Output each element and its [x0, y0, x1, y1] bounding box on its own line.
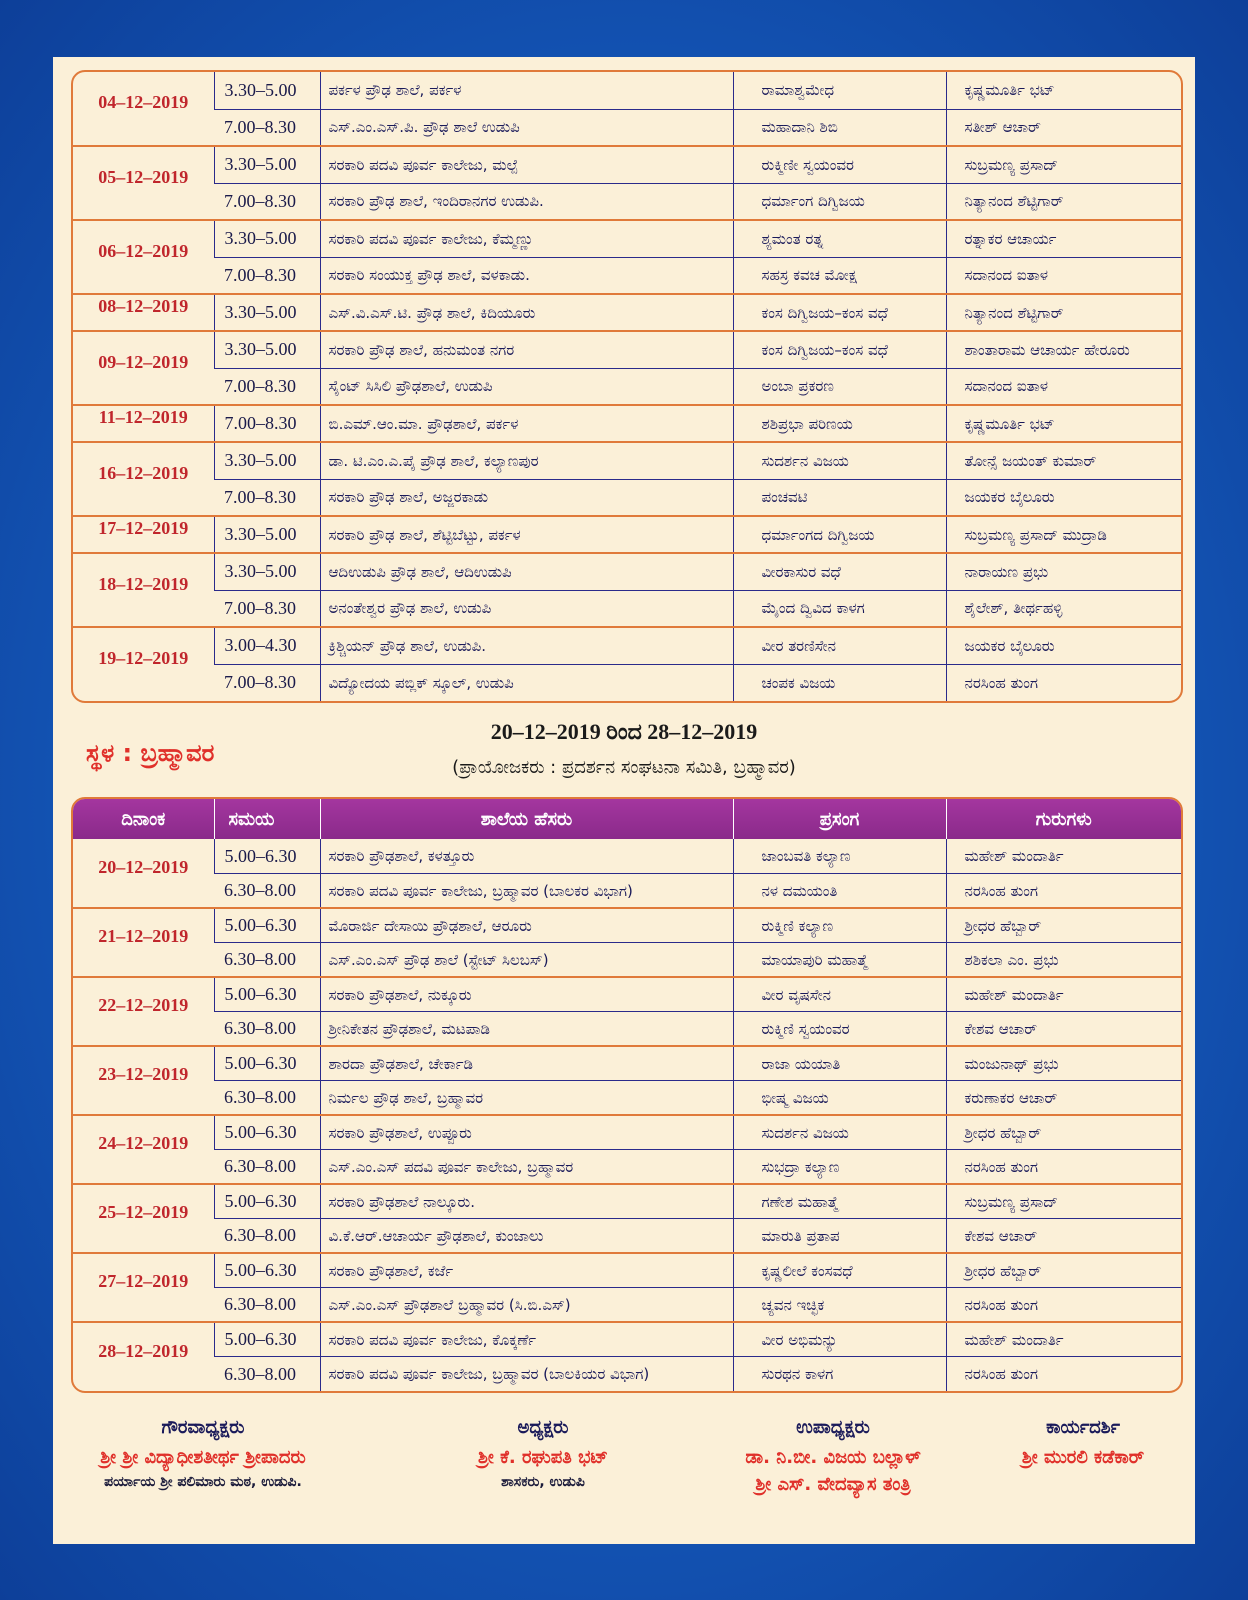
time-cell: 5.00–6.30 [214, 977, 320, 1012]
date-cell [73, 1184, 214, 1253]
school-cell: ಸರಕಾರಿ ಪದವಿ ಪೂರ್ವ ಕಾಲೇಜು, ಬ್ರಹ್ಮಾವರ (ಬಾಲಕರ ವಿಭಾಗ) [320, 874, 733, 909]
date-cell [73, 1046, 214, 1115]
date-text: 25–12–2019 [98, 1202, 189, 1222]
prasanga-cell: ಅಂಬಾ ಪ್ರಕರಣ [733, 368, 946, 405]
footer-sub: ಶಾಸಕರು, ಉಡುಪಿ [501, 1474, 585, 1490]
prasanga-cell: ಭೀಷ್ಮ ವಿಜಯ [733, 1081, 946, 1116]
guru-cell: ನಾರಾಯಣ ಪ್ರಭು [946, 553, 1181, 590]
time-cell: 6.30–8.00 [214, 1012, 320, 1047]
guru-cell: ಸುಬ್ರಮಣ್ಯ ಪ್ರಸಾದ್ ಮುದ್ರಾಡಿ [946, 516, 1181, 553]
guru-cell: ಶ್ರೀಧರ ಹೆಬ್ಬಾರ್ [946, 1253, 1181, 1288]
guru-cell: ನರಸಿಂಹ ತುಂಗ [946, 874, 1181, 909]
date-text: 16–12–2019 [98, 462, 189, 483]
guru-cell: ಜಯಕರ ಬೈಲೂರು [946, 627, 1181, 664]
school-cell: ಎಸ್.ಎಂ.ಎಸ್ ಪದವಿ ಪೂರ್ವ ಕಾಲೇಜು, ಬ್ರಹ್ಮಾವರ [320, 1150, 733, 1185]
date-cell [73, 1253, 214, 1322]
time-cell: 3.30–5.00 [214, 331, 320, 368]
time-cell: 3.30–5.00 [214, 442, 320, 479]
guru-cell: ನರಸಿಂಹ ತುಂಗ [946, 1357, 1181, 1392]
prasanga-cell: ಗಣೇಶ ಮಹಾತ್ಮೆ [733, 1184, 946, 1219]
table-row [73, 1322, 1181, 1357]
guru-cell: ನಿತ್ಯಾನಂದ ಶೆಟ್ಟಿಗಾರ್ [946, 183, 1181, 220]
time-cell: 5.00–6.30 [214, 1115, 320, 1150]
time-cell: 3.30–5.00 [214, 220, 320, 257]
prasanga-cell: ಶ್ಯಮಂತ ರತ್ನ [733, 220, 946, 257]
school-cell: ಸರಕಾರಿ ಪ್ರೌಢಶಾಲೆ, ಕಳತ್ತೂರು [320, 839, 733, 874]
school-cell: ಎಸ್.ವಿ.ಎಸ್.ಟಿ. ಪ್ರೌಢ ಶಾಲೆ, ಕಿದಿಯೂರು [320, 294, 733, 331]
prasanga-cell: ರಾಜಾ ಯಯಾತಿ [733, 1046, 946, 1081]
prasanga-cell: ಮಾಯಾಪುರಿ ಮಹಾತ್ಮೆ [733, 943, 946, 978]
venue-label: ಸ್ಥಳ : ಬ್ರಹ್ಮಾವರ [86, 739, 215, 767]
table-row [73, 664, 1181, 701]
prasanga-cell: ಸುದರ್ಶನ ವಿಜಯ [733, 442, 946, 479]
school-cell: ಶಾರದಾ ಪ್ರೌಢಶಾಲೆ, ಚೇರ್ಕಾಡಿ [320, 1046, 733, 1081]
time-cell: 7.00–8.30 [214, 109, 320, 146]
prasanga-cell: ಸಹಸ್ರ ಕವಚ ಮೋಕ್ಷ [733, 257, 946, 294]
guru-cell: ಮಂಜುನಾಥ್ ಪ್ರಭು [946, 1046, 1181, 1081]
prasanga-cell: ವೀರ ವೃಷಸೇನ [733, 977, 946, 1012]
table-row [73, 1357, 1181, 1392]
table-row [73, 1046, 1181, 1081]
date-cell [73, 405, 214, 442]
time-cell: 5.00–6.30 [214, 1184, 320, 1219]
date-text: 18–12–2019 [98, 573, 189, 594]
time-cell: 7.00–8.30 [214, 479, 320, 516]
prasanga-cell: ನಳ ದಮಯಂತಿ [733, 874, 946, 909]
date-cell [73, 516, 214, 553]
table-row [73, 368, 1181, 405]
prasanga-cell: ರುಕ್ಮಿಣಿ ಸ್ವಯಂವರ [733, 1012, 946, 1047]
date-text: 06–12–2019 [98, 240, 189, 261]
footer-secretary [983, 1417, 1183, 1468]
table-row [73, 1253, 1181, 1288]
header-school: ಶಾಲೆಯ ಹೆಸರು [320, 799, 733, 839]
footer-president [413, 1417, 673, 1490]
school-cell: ಸರಕಾರಿ ಪ್ರೌಢಶಾಲೆ, ಕರ್ಜೆ [320, 1253, 733, 1288]
table-row [73, 294, 1181, 331]
prasanga-cell: ರುಕ್ಮಿಣೀ ಸ್ವಯಂವರ [733, 146, 946, 183]
date-cell [73, 627, 214, 701]
guru-cell: ಕೃಷ್ಣಮೂರ್ತಿ ಭಟ್ [946, 405, 1181, 442]
table-row [73, 943, 1181, 978]
guru-cell: ಮಹೇಶ್ ಮಂದಾರ್ತಿ [946, 839, 1181, 874]
school-cell: ಸರಕಾರಿ ಪ್ರೌಢಶಾಲೆ, ಉಪ್ಪೂರು [320, 1115, 733, 1150]
prasanga-cell: ಕೃಷ್ಣಲೀಲೆ ಕಂಸವಧೆ [733, 1253, 946, 1288]
date-text: 04–12–2019 [98, 92, 189, 112]
prasanga-cell: ಮಹಾದಾನಿ ಶಿಬಿ [733, 109, 946, 146]
time-cell: 7.00–8.30 [214, 405, 320, 442]
date-text: 11–12–2019 [98, 407, 188, 427]
guru-cell: ಮಹೇಶ್ ಮಂದಾರ್ತಿ [946, 977, 1181, 1012]
date-cell [73, 146, 214, 220]
school-cell: ಆದಿಉಡುಪಿ ಪ್ರೌಢ ಶಾಲೆ, ಆದಿಉಡುಪಿ [320, 553, 733, 590]
school-cell: ಡಾ. ಟಿ.ಎಂ.ಎ.ಪೈ ಪ್ರೌಢ ಶಾಲೆ, ಕಲ್ಯಾಣಪುರ [320, 442, 733, 479]
prasanga-cell: ಮೈಂದ ದ್ವಿವಿದ ಕಾಳಗ [733, 590, 946, 627]
date-cell [73, 908, 214, 977]
school-cell: ಎಸ್.ಎಂ.ಎಸ್ ಪ್ರೌಢಶಾಲೆ ಬ್ರಹ್ಮಾವರ (ಸಿ.ಬಿ.ಎಸ್) [320, 1288, 733, 1323]
footer-name: ಶ್ರೀ ಮುರಲಿ ಕಡೆಕಾರ್ [1021, 1447, 1145, 1468]
time-cell: 6.30–8.00 [214, 1081, 320, 1116]
school-cell: ಕ್ರಿಶ್ಚಿಯನ್ ಪ್ರೌಢ ಶಾಲೆ, ಉಡುಪಿ. [320, 627, 733, 664]
date-cell [73, 839, 214, 908]
prasanga-cell: ಕಂಸ ದಿಗ್ವಿಜಯ–ಕಂಸ ವಧೆ [733, 331, 946, 368]
time-cell: 3.30–5.00 [214, 146, 320, 183]
header-prasanga: ಪ್ರಸಂಗ [733, 799, 946, 839]
guru-cell: ಜಯಕರ ಬೈಲೂರು [946, 479, 1181, 516]
guru-cell: ಶ್ರೀಧರ ಹೆಬ್ಬಾರ್ [946, 908, 1181, 943]
prasanga-cell: ಸುಭದ್ರಾ ಕಲ್ಯಾಣ [733, 1150, 946, 1185]
table-row [73, 1288, 1181, 1323]
guru-cell: ಕೃಷ್ಣಮೂರ್ತಿ ಭಟ್ [946, 72, 1181, 109]
school-cell: ಸರಕಾರಿ ಪದವಿ ಪೂರ್ವ ಕಾಲೇಜು, ಕೆಮ್ಮಣ್ಣು [320, 220, 733, 257]
school-cell: ಸರಕಾರಿ ಪದವಿ ಪೂರ್ವ ಕಾಲೇಜು, ಮಲ್ಪೆ [320, 146, 733, 183]
guru-cell: ನಿತ್ಯಾನಂದ ಶೆಟ್ಟಿಗಾರ್ [946, 294, 1181, 331]
time-cell: 5.00–6.30 [214, 1322, 320, 1357]
guru-cell: ನರಸಿಂಹ ತುಂಗ [946, 1150, 1181, 1185]
table-row [73, 183, 1181, 220]
guru-cell: ಶಾಂತಾರಾಮ ಆಚಾರ್ಯ ಹೇರೂರು [946, 331, 1181, 368]
time-cell: 5.00–6.30 [214, 839, 320, 874]
date-cell [73, 1322, 214, 1391]
time-cell: 6.30–8.00 [214, 1219, 320, 1254]
header-guru: ಗುರುಗಳು [946, 799, 1181, 839]
guru-cell: ಕೇಶವ ಆಚಾರ್ [946, 1012, 1181, 1047]
date-text: 28–12–2019 [98, 1340, 189, 1361]
time-cell: 5.00–6.30 [214, 1253, 320, 1288]
table-row [73, 1012, 1181, 1047]
time-cell: 7.00–8.30 [214, 183, 320, 220]
school-cell: ಶ್ರೀನಿಕೇತನ ಪ್ರೌಢಶಾಲೆ, ಮಟಪಾಡಿ [320, 1012, 733, 1047]
school-cell: ವಿದ್ಯೋದಯ ಪಬ್ಲಿಕ್ ಸ್ಕೂಲ್, ಉಡುಪಿ [320, 664, 733, 701]
table-row [73, 1115, 1181, 1150]
table-row [73, 1184, 1181, 1219]
time-cell: 7.00–8.30 [214, 590, 320, 627]
table-row [73, 331, 1181, 368]
schedule-table-1 [71, 70, 1183, 703]
date-cell [73, 294, 214, 331]
guru-cell: ತೋನ್ಸೆ ಜಯಂತ್ ಕುಮಾರ್ [946, 442, 1181, 479]
date-text: 09–12–2019 [98, 351, 189, 372]
prasanga-cell: ಚ್ಯವನ ಇಚ್ಛಿಕ [733, 1288, 946, 1323]
table-row [73, 479, 1181, 516]
sponsor-line: (ಪ್ರಾಯೋಜಕರು : ಪ್ರದರ್ಶನ ಸಂಘಟನಾ ಸಮಿತಿ, ಬ್ರಹ್ಮಾವರ) [452, 757, 796, 778]
prasanga-cell: ಧರ್ಮಾಂಗ ದಿಗ್ವಿಜಯ [733, 183, 946, 220]
footer-name: ಶ್ರೀ ಶ್ರೀ ವಿದ್ಯಾಧೀಶತೀರ್ಥ ಶ್ರೀಪಾದರು [100, 1447, 306, 1468]
table-row [73, 1081, 1181, 1116]
school-cell: ಸರಕಾರಿ ಪ್ರೌಢಶಾಲೆ ನಾಲ್ಕೂರು. [320, 1184, 733, 1219]
prasanga-cell: ವೀರ ಅಭಿಮನ್ಯು [733, 1322, 946, 1357]
guru-cell: ಸತೀಶ್ ಆಚಾರ್ [946, 109, 1181, 146]
header-time: ಸಮಯ [214, 799, 320, 839]
time-cell: 7.00–8.30 [214, 664, 320, 701]
school-cell: ಸರಕಾರಿ ಪ್ರೌಢ ಶಾಲೆ, ಇಂದಿರಾನಗರ ಉಡುಪಿ. [320, 183, 733, 220]
school-cell: ಮೊರಾರ್ಜಿ ದೇಸಾಯಿ ಪ್ರೌಢಶಾಲೆ, ಆರೂರು [320, 908, 733, 943]
table-row [73, 1219, 1181, 1254]
school-cell: ಸರಕಾರಿ ಪದವಿ ಪೂರ್ವ ಕಾಲೇಜು, ಬ್ರಹ್ಮಾವರ (ಬಾಲಕಿಯರ ವಿಭಾಗ) [320, 1357, 733, 1392]
date-cell [73, 977, 214, 1046]
footer-role: ಕಾರ್ಯದರ್ಶಿ [1046, 1417, 1120, 1438]
date-cell [73, 220, 214, 294]
table-row [73, 908, 1181, 943]
school-cell: ಸರಕಾರಿ ಪ್ರೌಢಶಾಲೆ, ನುಕ್ಕೂರು [320, 977, 733, 1012]
guru-cell: ನರಸಿಂಹ ತುಂಗ [946, 1288, 1181, 1323]
school-cell: ಎಸ್.ಎಂ.ಎಸ್.ಪಿ. ಪ್ರೌಢ ಶಾಲೆ ಉಡುಪಿ [320, 109, 733, 146]
table-row [73, 220, 1181, 257]
header-date: ದಿನಾಂಕ [73, 799, 214, 839]
guru-cell: ರತ್ನಾಕರ ಆಚಾರ್ಯ [946, 220, 1181, 257]
time-cell: 3.30–5.00 [214, 516, 320, 553]
prasanga-cell: ಮಾರುತಿ ಪ್ರತಾಪ [733, 1219, 946, 1254]
date-text: 19–12–2019 [98, 648, 189, 668]
time-cell: 5.00–6.30 [214, 1046, 320, 1081]
date-text: 05–12–2019 [98, 166, 189, 187]
time-cell: 5.00–6.30 [214, 908, 320, 943]
time-cell: 7.00–8.30 [214, 368, 320, 405]
prasanga-cell: ಸುದರ್ಶನ ವಿಜಯ [733, 1115, 946, 1150]
footer-name: ಶ್ರೀ ಕೆ. ರಘುಪತಿ ಭಟ್ [477, 1447, 609, 1468]
guru-cell: ಶ್ರೀಧರ ಹೆಬ್ಬಾರ್ [946, 1115, 1181, 1150]
schedule-sheet [53, 57, 1195, 1544]
date-text: 17–12–2019 [98, 518, 189, 538]
time-cell: 6.30–8.00 [214, 943, 320, 978]
guru-cell: ಮಹೇಶ್ ಮಂದಾರ್ತಿ [946, 1322, 1181, 1357]
date-cell [73, 1115, 214, 1184]
table-row [73, 257, 1181, 294]
date-text: 23–12–2019 [98, 1064, 189, 1084]
footer-sub: ಶ್ರೀ ಎಸ್. ವೇದವ್ಯಾಸ ತಂತ್ರಿ [755, 1474, 911, 1495]
school-cell: ಸರಕಾರಿ ಪ್ರೌಢ ಶಾಲೆ, ಹನುಮಂತ ನಗರ [320, 331, 733, 368]
prasanga-cell: ಕಂಸ ದಿಗ್ವಿಜಯ–ಕಂಸ ವಧೆ [733, 294, 946, 331]
time-cell: 7.00–8.30 [214, 257, 320, 294]
date-cell [73, 72, 214, 146]
table-row [73, 977, 1181, 1012]
date-text: 21–12–2019 [98, 926, 189, 946]
time-cell: 3.30–5.00 [214, 553, 320, 590]
date-cell [73, 331, 214, 405]
table-row [73, 874, 1181, 909]
guru-cell: ಸದಾನಂದ ಐತಾಳ [946, 257, 1181, 294]
table-row [73, 109, 1181, 146]
school-cell: ಸೈಂಟ್ ಸಿಸಿಲಿ ಪ್ರೌಢಶಾಲೆ, ಉಡುಪಿ [320, 368, 733, 405]
school-cell: ಅನಂತೇಶ್ವರ ಪ್ರೌಢ ಶಾಲೆ, ಉಡುಪಿ [320, 590, 733, 627]
table-row [73, 146, 1181, 183]
footer-honorary-president [53, 1417, 353, 1490]
time-cell: 6.30–8.00 [214, 1150, 320, 1185]
date-text: 20–12–2019 [98, 856, 189, 877]
guru-cell: ಶಶಿಕಲಾ ಎಂ. ಪ್ರಭು [946, 943, 1181, 978]
prasanga-cell: ವೀರಕಾಸುರ ವಧೆ [733, 553, 946, 590]
guru-cell: ಕರುಣಾಕರ ಆಚಾರ್ [946, 1081, 1181, 1116]
prasanga-cell: ಪಂಚವಟಿ [733, 479, 946, 516]
table-row [73, 442, 1181, 479]
guru-cell: ಸುಬ್ರಮಣ್ಯ ಪ್ರಸಾದ್ [946, 146, 1181, 183]
prasanga-cell: ರುಕ್ಮಿಣಿ ಕಲ್ಯಾಣ [733, 908, 946, 943]
table-row [73, 627, 1181, 664]
date-text: 08–12–2019 [98, 296, 189, 316]
guru-cell: ಕೇಶವ ಆಚಾರ್ [946, 1219, 1181, 1254]
footer-sub: ಪರ್ಯಾಯ ಶ್ರೀ ಪಲಿಮಾರು ಮಠ, ಉಡುಪಿ. [104, 1474, 302, 1490]
date-text: 22–12–2019 [98, 995, 189, 1015]
table-row [73, 590, 1181, 627]
prasanga-cell: ಚಂಪಕ ವಿಜಯ [733, 664, 946, 701]
school-cell: ಸರಕಾರಿ ಸಂಯುಕ್ತ ಪ್ರೌಢ ಶಾಲೆ, ವಳಕಾಡು. [320, 257, 733, 294]
prasanga-cell: ರಾಮಾಶ್ವಮೇಧ [733, 72, 946, 109]
school-cell: ಎಸ್.ಎಂ.ಎಸ್ ಪ್ರೌಢ ಶಾಲೆ (ಸ್ಟೇಟ್ ಸಿಲಬಸ್) [320, 943, 733, 978]
date-range-title: 20–12–2019 ರಿಂದ 28–12–2019 [490, 719, 758, 744]
prasanga-cell: ವೀರ ತರಣಿಸೇನ [733, 627, 946, 664]
table-row [73, 553, 1181, 590]
table-row [73, 405, 1181, 442]
school-cell: ಸರಕಾರಿ ಪ್ರೌಢ ಶಾಲೆ, ಶೆಟ್ಟಿಬೆಟ್ಟು, ಪರ್ಕಳ [320, 516, 733, 553]
school-cell: ಸರಕಾರಿ ಪದವಿ ಪೂರ್ವ ಕಾಲೇಜು, ಕೊಕ್ಕರ್ಣೆ [320, 1322, 733, 1357]
schedule-table-2 [71, 797, 1183, 1393]
school-cell: ವಿ.ಕೆ.ಆರ್.ಆಚಾರ್ಯ ಪ್ರೌಢಶಾಲೆ, ಕುಂಜಾಲು [320, 1219, 733, 1254]
date-text: 27–12–2019 [98, 1271, 189, 1291]
prasanga-cell: ಜಾಂಬವತಿ ಕಲ್ಯಾಣ [733, 839, 946, 874]
footer-role: ಗೌರವಾಧ್ಯಕ್ಷರು [161, 1417, 245, 1438]
time-cell: 6.30–8.00 [214, 1357, 320, 1392]
footer-role: ಉಪಾಧ್ಯಕ್ಷರು [796, 1417, 870, 1438]
time-cell: 3.00–4.30 [214, 627, 320, 664]
prasanga-cell: ಸುರಥನ ಕಾಳಗ [733, 1357, 946, 1392]
prasanga-cell: ಧರ್ಮಾಂಗದ ದಿಗ್ವಿಜಯ [733, 516, 946, 553]
footer-role: ಅಧ್ಯಕ್ಷರು [517, 1417, 569, 1438]
footer-name: ಡಾ. ನಿ.ಬೀ. ವಿಜಯ ಬಲ್ಲಾಳ್ [745, 1447, 921, 1468]
guru-cell: ನರಸಿಂಹ ತುಂಗ [946, 664, 1181, 701]
table-row [73, 72, 1181, 109]
footer-vice-president [693, 1417, 973, 1495]
time-cell: 6.30–8.00 [214, 1288, 320, 1323]
school-cell: ಸರಕಾರಿ ಪ್ರೌಢ ಶಾಲೆ, ಅಜ್ಜರಕಾಡು [320, 479, 733, 516]
time-cell: 3.30–5.00 [214, 72, 320, 109]
prasanga-cell: ಶಶಿಪ್ರಭಾ ಪರಿಣಯ [733, 405, 946, 442]
school-cell: ನಿರ್ಮಲ ಪ್ರೌಢ ಶಾಲೆ, ಬ್ರಹ್ಮಾವರ [320, 1081, 733, 1116]
date-cell [73, 553, 214, 627]
school-cell: ಪರ್ಕಳ ಪ್ರೌಢ ಶಾಲೆ, ಪರ್ಕಳ [320, 72, 733, 109]
table-row [73, 839, 1181, 874]
time-cell: 3.30–5.00 [214, 294, 320, 331]
date-text: 24–12–2019 [98, 1133, 189, 1153]
time-cell: 6.30–8.00 [214, 874, 320, 909]
guru-cell: ಸುಬ್ರಮಣ್ಯ ಪ್ರಸಾದ್ [946, 1184, 1181, 1219]
school-cell: ಬಿ.ಎಮ್.ಆಂ.ಮಾ. ಪ್ರೌಢಶಾಲೆ, ಪರ್ಕಳ [320, 405, 733, 442]
guru-cell: ಶೈಲೇಶ್, ತೀರ್ಥಹಳ್ಳಿ [946, 590, 1181, 627]
guru-cell: ಸದಾನಂದ ಐತಾಳ [946, 368, 1181, 405]
table-row [73, 516, 1181, 553]
table-row [73, 1150, 1181, 1185]
date-cell [73, 442, 214, 516]
